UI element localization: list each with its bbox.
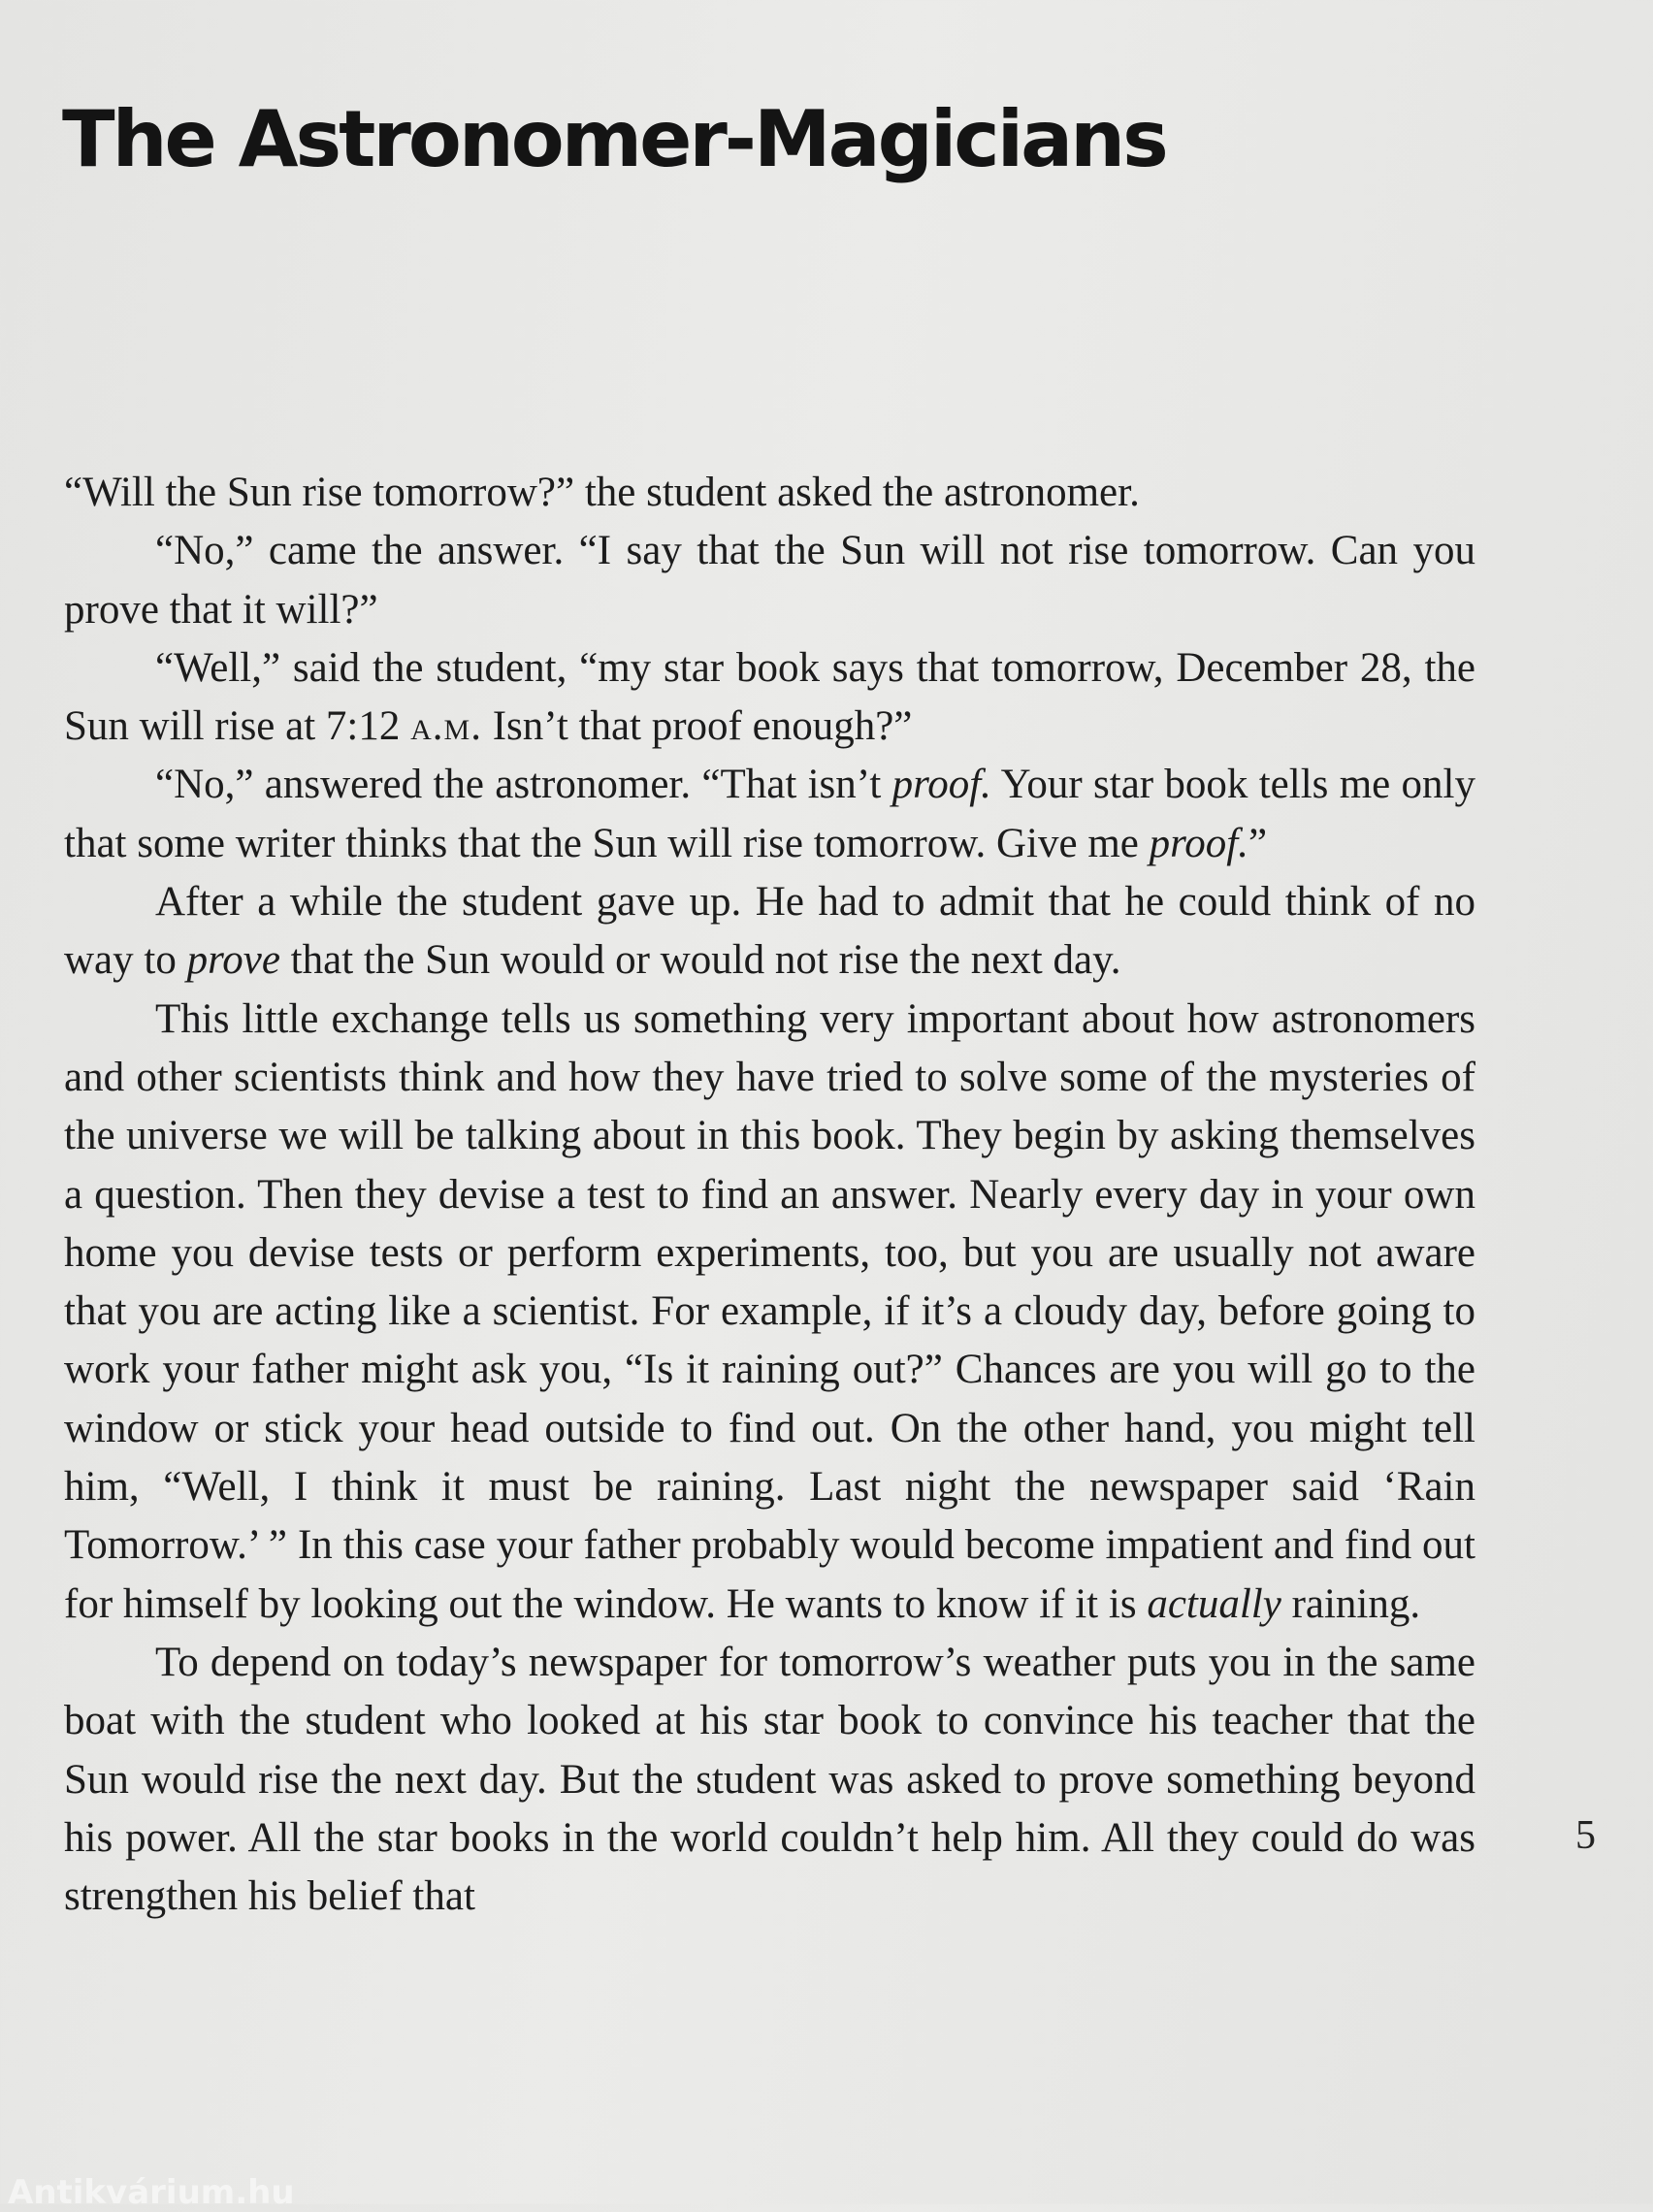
paragraph: [64, 756, 1475, 873]
text-run: “No,” came the answer. “I say that the Sun will not rise tomorrow. Can you prove that it will?”: [64, 528, 1475, 633]
page-number: 5: [1575, 1813, 1596, 1858]
emphasis: prove: [186, 937, 280, 984]
text-run: ”: [1248, 820, 1268, 866]
paragraph: [64, 1634, 1475, 1926]
chapter-title: The Astronomer-Magicians: [62, 94, 1166, 184]
paragraph: [64, 639, 1475, 757]
paragraph: [64, 873, 1475, 991]
text-run: After a while the student gave up. He had to admit that he could think of no way to: [64, 879, 1475, 984]
text-run: Your star book tells me only that some writer thinks that the Sun will rise tomorrow. Give me: [64, 762, 1475, 866]
text-run: that the Sun would or would not rise the next day.: [279, 937, 1121, 984]
text-run: To depend on today’s newspaper for tomorrow’s weather puts you in the same boat with the student who looked at his star book to convince his teacher that the Sun would rise the next day. But the student was asked to prove something beyond his power. All the star books in the world couldn’t help him. All they could do was strengthen his belief that: [64, 1639, 1475, 1920]
text-run: “No,” answered the astronomer. “That isn’t: [155, 762, 892, 808]
watermark: Antikvárium.hu: [8, 2173, 295, 2212]
paragraph: [64, 464, 1475, 522]
paragraph: [64, 522, 1475, 639]
text-run: raining.: [1280, 1580, 1421, 1627]
text-run: “Well,” said the student, “my star book says that tomorrow, December 28, the Sun will rise at 7:12: [64, 644, 1475, 750]
small-caps-text: a.m.: [410, 703, 482, 750]
emphasis: proof.: [891, 762, 991, 808]
text-run: This little exchange tells us something very important about how astronomers and other scientists think and how they have tried to solve some of the mysteries of the universe we will be talking about in this book. They begin by asking themselves a question. Then they devise a test to find an answer. Nearly every day in your own home you devise tests or perform experiments, too, but you are usually not aware that you are acting like a scientist. For example, if it’s a cloudy day, before going to work your father might ask you, “Is it raining out?” Chances are you will go to the window or stick your head outside to find out. On the other hand, you might tell him, “Well, I think it must be raining. Last night the newspaper said ‘Rain Tomorrow.’ ” In this case your father probably would become impatient and find out for himself by looking out the window. He wants to know if it is: [64, 995, 1475, 1627]
emphasis: proof.: [1149, 820, 1248, 866]
emphasis: actually: [1147, 1580, 1281, 1627]
text-run: “Will the Sun rise tomorrow?” the student asked the astronomer.: [64, 470, 1140, 515]
text-run: Isn’t that proof enough?”: [481, 703, 913, 750]
paragraph: [64, 991, 1475, 1634]
body-text: [64, 464, 1475, 1926]
